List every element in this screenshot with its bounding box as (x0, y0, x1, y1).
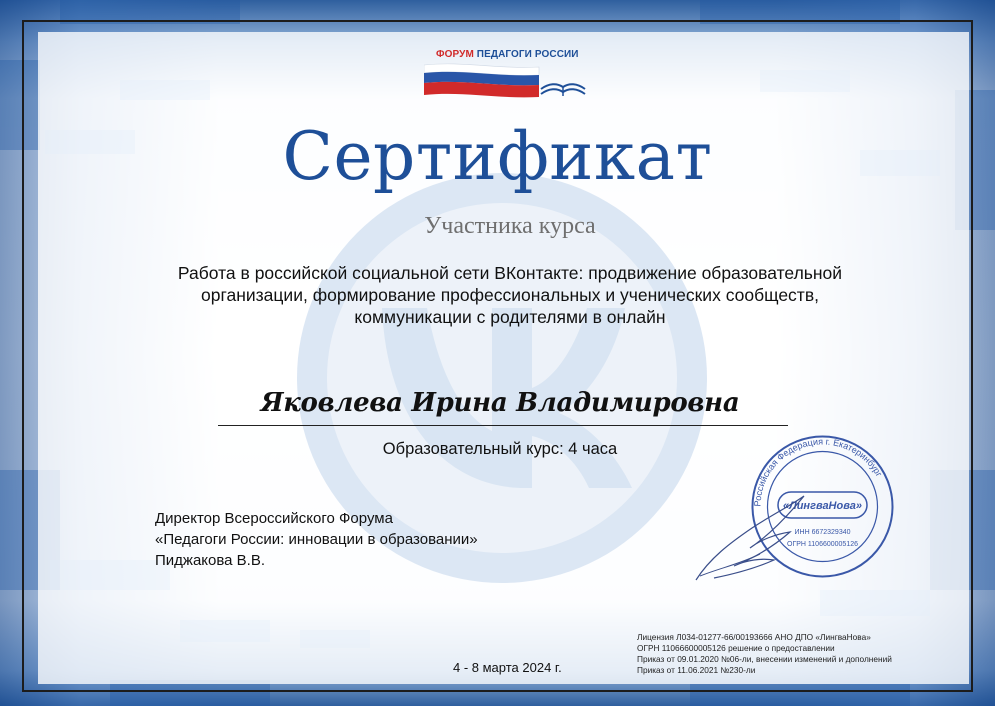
certificate-subtitle: Участника курса (424, 213, 596, 239)
certificate-title: Сертификат (282, 118, 713, 195)
course-hours: Образовательный курс: 4 часа (382, 440, 618, 458)
license-line: ОГРН 11066600005126 решение о предоставлении (637, 643, 835, 653)
stamp-outer-text: Российская Федерация г. Екатеринбург (752, 436, 885, 507)
name-underline (218, 425, 788, 426)
course-dates: 4 - 8 марта 2024 г. (453, 660, 562, 675)
logo-word-forum: ФОРУМ (436, 49, 474, 60)
license-line: Приказ от 09.01.2020 №06-ли, внесении изменений и дополнений (637, 654, 892, 664)
director-line: Директор Всероссийского Форума (155, 510, 393, 527)
license-line: Лицензия Л034-01277-66/00193666 АНО ДПО «ЛингваНова» (637, 632, 871, 642)
license-info (637, 632, 892, 676)
director-signature-block (155, 508, 478, 571)
stamp-inn: ИНН 6672329340 (794, 529, 851, 536)
forum-logo (424, 47, 594, 103)
stamp-ogrn: ОГРН 1106600005126 (787, 541, 858, 548)
director-name: Пиджакова В.В. (155, 552, 266, 569)
open-book-icon (539, 69, 589, 99)
handwritten-signature (690, 488, 810, 588)
stamp-center-text: «ЛингваНова» (783, 500, 862, 512)
license-line: Приказ от 11.06.2021 №230-ли (637, 665, 756, 675)
course-line: коммуникации с родителями в онлайн (354, 307, 666, 327)
director-line: «Педагоги России: инновации в образовании» (155, 531, 478, 548)
course-description (115, 262, 905, 328)
logo-word-rest: ПЕДАГОГИ РОССИИ (476, 49, 579, 60)
course-line: организации, формирование профессиональных и ученических сообществ, (201, 285, 819, 305)
recipient-name: Яковлева Ирина Владимировна (260, 388, 740, 418)
course-line: Работа в российской социальной сети ВКонтакте: продвижение образовательной (177, 263, 843, 283)
